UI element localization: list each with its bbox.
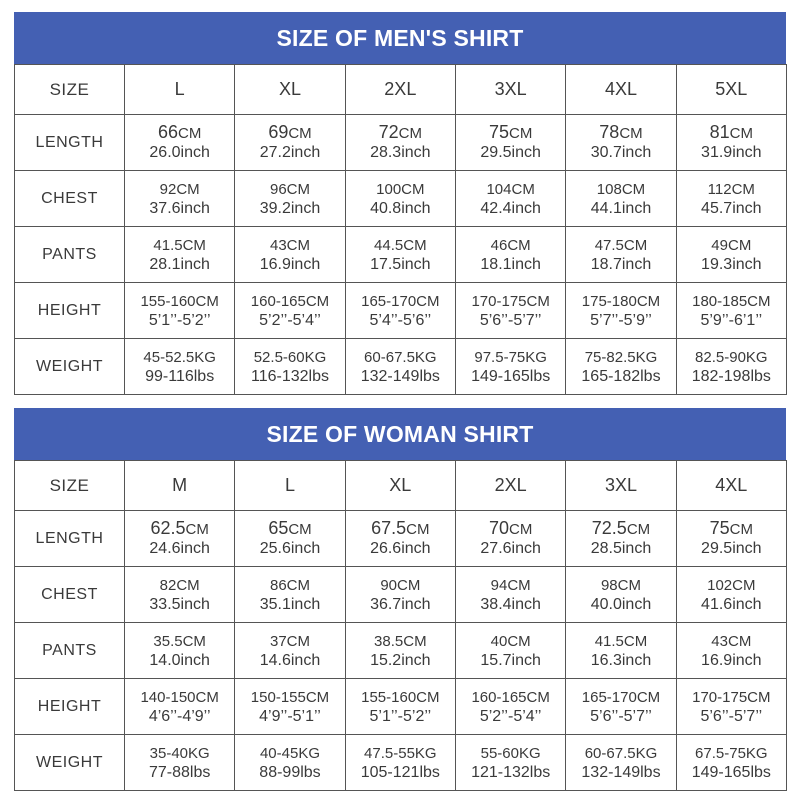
men-chart-title: SIZE OF MEN'S SHIRT <box>14 12 786 64</box>
chest-cm-value: 108CM <box>596 180 646 198</box>
weight-cell <box>455 339 565 395</box>
pants-cm-value: 43CM <box>269 236 310 254</box>
chest-cm-value: 86CM <box>269 576 310 594</box>
weight-cell <box>676 339 786 395</box>
pants-cm-value: 37CM <box>269 632 310 650</box>
length-inch-value: 25.6inch <box>259 540 321 557</box>
chest-cm-value: 82CM <box>159 576 200 594</box>
weight-lbs-value: 182-198lbs <box>691 367 771 385</box>
pants-inch-value: 28.1inch <box>149 255 210 273</box>
height-ft-value: 5’1’’-5’2’’ <box>148 311 211 329</box>
height-cm-value: 140-150CM <box>140 688 219 706</box>
size-cell: XL <box>235 65 345 115</box>
chest-inch-value: 33.5inch <box>149 595 210 613</box>
pants-cell <box>566 623 676 679</box>
chest-label: CHEST <box>15 567 125 623</box>
length-cm-unit: CM <box>185 521 209 538</box>
weight-cell <box>235 735 345 791</box>
weight-kg-value: 67.5-75KG <box>695 744 768 762</box>
chest-cm-value: 98CM <box>600 576 641 594</box>
men-length-row <box>15 115 787 171</box>
length-cm-value: 78 <box>599 122 620 142</box>
pants-inch-value: 14.0inch <box>149 651 210 669</box>
pants-label: PANTS <box>15 623 125 679</box>
size-cell: 5XL <box>676 65 786 115</box>
height-cell <box>125 283 235 339</box>
length-cm-unit: CM <box>398 125 422 142</box>
height-cell <box>676 679 786 735</box>
chest-inch-value: 41.6inch <box>701 595 762 613</box>
length-inch-value: 24.6inch <box>149 540 210 557</box>
women-size-table <box>14 460 787 791</box>
length-cm-value: 67.5 <box>371 518 407 538</box>
weight-kg-value: 35-40KG <box>149 744 210 762</box>
length-cell <box>455 511 565 567</box>
women-size-row <box>15 461 787 511</box>
weight-cell <box>676 735 786 791</box>
length-inch-value: 26.0inch <box>149 144 210 161</box>
weight-lbs-value: 121-132lbs <box>471 763 551 781</box>
length-cell <box>566 115 676 171</box>
weight-cell <box>125 339 235 395</box>
height-ft-value: 5’6’’-5’7’’ <box>700 707 763 725</box>
length-cm-value: 75 <box>488 122 509 142</box>
weight-cell <box>566 339 676 395</box>
chest-cm-value: 90CM <box>380 576 421 594</box>
pants-cell <box>455 227 565 283</box>
pants-cm-value: 41.5CM <box>153 236 206 254</box>
chest-cell <box>455 171 565 227</box>
chest-cell <box>235 567 345 623</box>
chest-cm-value: 112CM <box>707 180 755 198</box>
weight-lbs-value: 88-99lbs <box>259 763 321 781</box>
pants-inch-value: 19.3inch <box>701 255 762 273</box>
length-inch-value: 27.2inch <box>259 144 321 161</box>
men-size-table <box>14 64 787 395</box>
length-cell <box>125 511 235 567</box>
women-pants-row <box>15 623 787 679</box>
chest-cm-value: 102CM <box>707 576 756 594</box>
size-label: SIZE <box>15 65 125 115</box>
women-height-row <box>15 679 787 735</box>
chest-label: CHEST <box>15 171 125 227</box>
pants-cm-value: 47.5CM <box>594 236 648 254</box>
height-cell <box>345 679 455 735</box>
pants-inch-value: 14.6inch <box>259 651 321 669</box>
height-cm-value: 170-175CM <box>692 688 771 706</box>
chest-inch-value: 38.4inch <box>480 595 541 613</box>
height-cell <box>566 679 676 735</box>
chest-inch-value: 42.4inch <box>480 199 541 217</box>
weight-lbs-value: 149-165lbs <box>691 763 771 781</box>
length-inch-value: 29.5inch <box>480 144 541 161</box>
pants-cell <box>235 623 345 679</box>
height-cm-value: 155-160CM <box>361 688 440 706</box>
chest-cell <box>676 171 786 227</box>
length-cm-value: 72.5 <box>591 518 627 538</box>
women-weight-row <box>15 735 787 791</box>
height-ft-value: 5’1’’-5’2’’ <box>369 707 432 725</box>
height-cell <box>455 679 565 735</box>
size-cell: 2XL <box>345 65 455 115</box>
pants-cm-value: 49CM <box>711 236 752 254</box>
length-cell <box>676 511 786 567</box>
height-cm-value: 180-185CM <box>692 292 771 310</box>
men-pants-row <box>15 227 787 283</box>
size-cell: 3XL <box>455 65 565 115</box>
length-cm-value: 65 <box>268 518 289 538</box>
pants-inch-value: 15.2inch <box>370 651 431 669</box>
chest-inch-value: 37.6inch <box>149 199 210 217</box>
pants-cell <box>676 227 786 283</box>
pants-label: PANTS <box>15 227 125 283</box>
length-cm-value: 66 <box>157 122 179 142</box>
size-cell: L <box>125 65 235 115</box>
women-length-row <box>15 511 787 567</box>
height-cell <box>345 283 455 339</box>
height-ft-value: 5’9’’-6’1’’ <box>700 311 763 329</box>
length-cell <box>455 115 565 171</box>
height-cell <box>566 283 676 339</box>
weight-kg-value: 75-82.5KG <box>584 348 658 366</box>
chest-cm-value: 96CM <box>269 180 310 198</box>
height-ft-value: 4’9’’-5’1’’ <box>259 707 321 725</box>
chest-cm-value: 100CM <box>376 180 425 198</box>
weight-lbs-value: 149-165lbs <box>471 367 551 385</box>
weight-kg-value: 55-60KG <box>480 744 541 762</box>
chest-cell <box>235 171 345 227</box>
weight-lbs-value: 132-149lbs <box>360 367 440 385</box>
length-cell <box>345 511 455 567</box>
length-cm-value: 81 <box>709 122 730 142</box>
size-cell: 2XL <box>455 461 565 511</box>
length-inch-value: 28.3inch <box>370 144 431 161</box>
weight-cell <box>345 735 455 791</box>
length-cm-unit: CM <box>406 521 430 538</box>
weight-cell <box>235 339 345 395</box>
size-cell: L <box>235 461 345 511</box>
pants-cell <box>455 623 565 679</box>
length-cm-unit: CM <box>619 125 643 142</box>
pants-cm-value: 46CM <box>490 236 531 254</box>
men-weight-row <box>15 339 787 395</box>
length-cm-value: 62.5 <box>150 518 186 538</box>
weight-cell <box>455 735 565 791</box>
length-cm-unit: CM <box>288 521 312 538</box>
chest-inch-value: 45.7inch <box>701 199 762 217</box>
pants-cm-value: 43CM <box>711 632 752 650</box>
pants-inch-value: 18.7inch <box>590 255 652 273</box>
height-cm-value: 150-155CM <box>250 688 330 706</box>
chest-cell <box>125 567 235 623</box>
pants-cell <box>125 227 235 283</box>
size-cell: XL <box>345 461 455 511</box>
height-cm-value: 165-170CM <box>361 292 440 310</box>
chest-cell <box>455 567 565 623</box>
chest-inch-value: 35.1inch <box>259 595 321 613</box>
pants-inch-value: 16.9inch <box>259 255 321 273</box>
length-inch-value: 27.6inch <box>480 540 541 557</box>
weight-label: WEIGHT <box>15 339 125 395</box>
height-ft-value: 5’2’’-5’4’’ <box>479 707 542 725</box>
chest-inch-value: 40.0inch <box>590 595 652 613</box>
height-cm-value: 165-170CM <box>581 688 661 706</box>
length-cell <box>125 115 235 171</box>
chest-cm-value: 104CM <box>486 180 535 198</box>
chest-cell <box>345 171 455 227</box>
pants-cell <box>566 227 676 283</box>
women-size-chart <box>14 408 786 791</box>
length-cm-unit: CM <box>178 125 202 142</box>
height-ft-value: 5’7’’-5’9’’ <box>590 311 652 329</box>
length-inch-value: 28.5inch <box>590 540 652 557</box>
size-cell: 4XL <box>566 65 676 115</box>
height-ft-value: 5’6’’-5’7’’ <box>479 311 542 329</box>
length-cm-value: 70 <box>488 518 509 538</box>
height-cell <box>125 679 235 735</box>
length-cm-unit: CM <box>626 521 651 538</box>
size-cell: 3XL <box>566 461 676 511</box>
length-cm-value: 69 <box>268 122 289 142</box>
men-size-row <box>15 65 787 115</box>
length-cell <box>676 115 786 171</box>
height-ft-value: 5’6’’-5’7’’ <box>590 707 652 725</box>
weight-lbs-value: 116-132lbs <box>251 367 329 385</box>
weight-cell <box>125 735 235 791</box>
length-cell <box>235 115 345 171</box>
weight-kg-value: 60-67.5KG <box>364 348 437 366</box>
weight-kg-value: 40-45KG <box>259 744 321 762</box>
weight-lbs-value: 105-121lbs <box>360 763 440 781</box>
height-ft-value: 5’4’’-5’6’’ <box>369 311 432 329</box>
height-ft-value: 4’6’’-4’9’’ <box>148 707 211 725</box>
pants-cm-value: 38.5CM <box>374 632 427 650</box>
length-cm-unit: CM <box>509 125 533 142</box>
chest-inch-value: 39.2inch <box>259 199 321 217</box>
weight-lbs-value: 132-149lbs <box>581 763 661 781</box>
length-cm-unit: CM <box>509 521 533 538</box>
pants-cm-value: 35.5CM <box>153 632 206 650</box>
length-label: LENGTH <box>15 115 125 171</box>
weight-kg-value: 97.5-75KG <box>474 348 547 366</box>
chest-cm-value: 94CM <box>490 576 531 594</box>
weight-lbs-value: 77-88lbs <box>148 763 211 781</box>
weight-kg-value: 47.5-55KG <box>364 744 437 762</box>
size-cell: 4XL <box>676 461 786 511</box>
length-inch-value: 29.5inch <box>701 540 762 557</box>
size-cell: M <box>125 461 235 511</box>
pants-cell <box>235 227 345 283</box>
length-cm-unit: CM <box>288 125 312 142</box>
chest-inch-value: 44.1inch <box>590 199 652 217</box>
length-inch-value: 31.9inch <box>701 144 762 161</box>
chest-cell <box>566 171 676 227</box>
height-cell <box>235 283 345 339</box>
men-size-chart <box>14 12 786 395</box>
length-cm-value: 72 <box>378 122 399 142</box>
pants-cm-value: 41.5CM <box>594 632 648 650</box>
height-ft-value: 5’2’’-5’4’’ <box>259 311 321 329</box>
men-height-row <box>15 283 787 339</box>
pants-cm-value: 40CM <box>490 632 531 650</box>
weight-lbs-value: 165-182lbs <box>581 367 661 385</box>
length-cell <box>345 115 455 171</box>
women-chart-title: SIZE OF WOMAN SHIRT <box>14 408 786 460</box>
weight-cell <box>566 735 676 791</box>
weight-kg-value: 45-52.5KG <box>143 348 216 366</box>
length-cell <box>566 511 676 567</box>
weight-cell <box>345 339 455 395</box>
length-cell <box>235 511 345 567</box>
height-cell <box>676 283 786 339</box>
weight-kg-value: 60-67.5KG <box>584 744 658 762</box>
men-chest-row <box>15 171 787 227</box>
size-label: SIZE <box>15 461 125 511</box>
weight-label: WEIGHT <box>15 735 125 791</box>
chest-cell <box>345 567 455 623</box>
weight-lbs-value: 99-116lbs <box>145 367 215 385</box>
height-cm-value: 175-180CM <box>581 292 661 310</box>
pants-inch-value: 18.1inch <box>480 255 541 273</box>
chest-cell <box>676 567 786 623</box>
height-label: HEIGHT <box>15 679 125 735</box>
women-chest-row <box>15 567 787 623</box>
length-cm-value: 75 <box>709 518 730 538</box>
height-label: HEIGHT <box>15 283 125 339</box>
length-inch-value: 26.6inch <box>370 540 431 557</box>
length-cm-unit: CM <box>729 125 753 142</box>
height-cm-value: 155-160CM <box>140 292 219 310</box>
pants-cell <box>345 227 455 283</box>
pants-inch-value: 16.3inch <box>590 651 652 669</box>
height-cm-value: 160-165CM <box>250 292 330 310</box>
weight-kg-value: 52.5-60KG <box>253 348 327 366</box>
height-cm-value: 170-175CM <box>471 292 550 310</box>
height-cell <box>455 283 565 339</box>
pants-cell <box>345 623 455 679</box>
pants-inch-value: 15.7inch <box>480 651 541 669</box>
chest-cell <box>566 567 676 623</box>
pants-cell <box>676 623 786 679</box>
chest-cm-value: 92CM <box>159 180 200 198</box>
height-cell <box>235 679 345 735</box>
chest-cell <box>125 171 235 227</box>
length-inch-value: 30.7inch <box>590 144 652 161</box>
chest-inch-value: 36.7inch <box>370 595 431 613</box>
length-cm-unit: CM <box>729 521 753 538</box>
chest-inch-value: 40.8inch <box>370 199 431 217</box>
pants-cell <box>125 623 235 679</box>
height-cm-value: 160-165CM <box>471 688 550 706</box>
length-label: LENGTH <box>15 511 125 567</box>
pants-cm-value: 44.5CM <box>374 236 427 254</box>
pants-inch-value: 17.5inch <box>370 255 431 273</box>
weight-kg-value: 82.5-90KG <box>695 348 768 366</box>
pants-inch-value: 16.9inch <box>701 651 762 669</box>
